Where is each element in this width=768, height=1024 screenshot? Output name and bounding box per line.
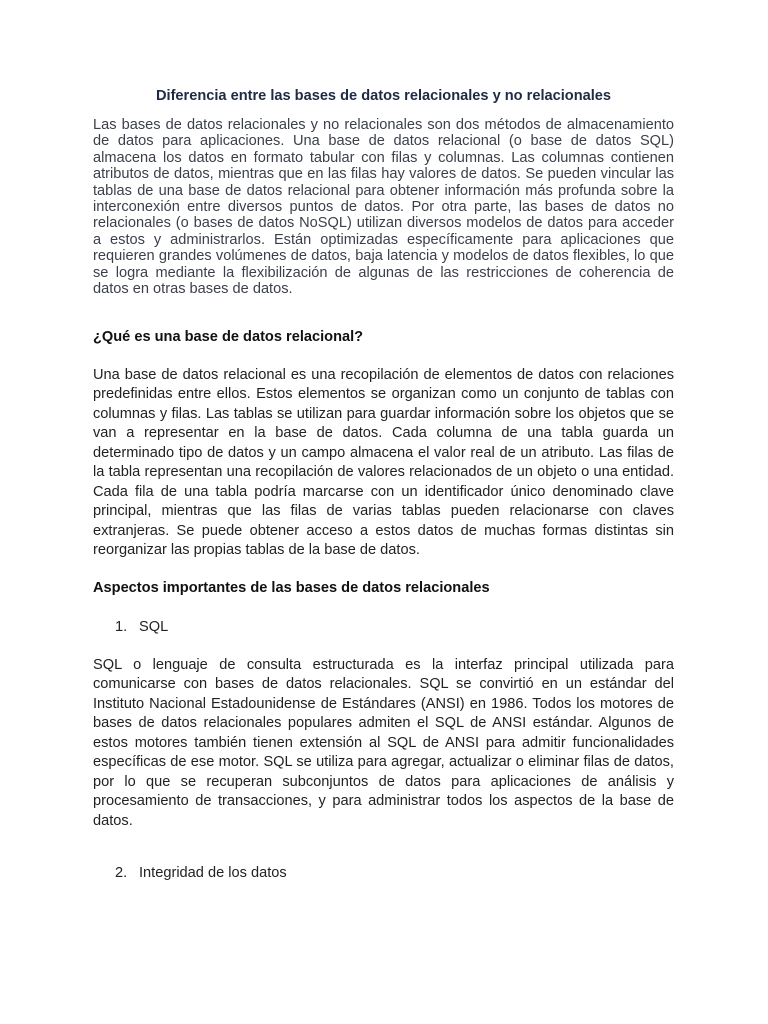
list-item-integridad (115, 863, 287, 883)
sql-paragraph: SQL o lenguaje de consulta estructurada es la interfaz principal utilizada para comunicarse con bases de datos relacionales. SQL se convirtió en un estándar del Instituto Nacional Estadounidense de Estándares (ANSI) en 1986. Todos los motores de bases de datos relacionales populares admiten el SQL de ANSI estándar. Algunos de estos motores también tienen extensión al SQL de ANSI para admitir funcionalidades específicas de ese motor. SQL se utiliza para agregar, actualizar o eliminar filas de datos, por lo que se recuperan subconjuntos de datos para aplicaciones de análisis y procesamiento de transacciones, y para administrar todos los aspectos de la base de datos. (93, 657, 674, 829)
list-item-sql (115, 617, 168, 637)
list-number: 2. (115, 865, 128, 881)
list-number: 1. (115, 619, 128, 635)
intro-paragraph: Las bases de datos relacionales y no relacionales son dos métodos de almacenamiento de datos para aplicaciones. Una base de datos relacional (o base de datos SQL) almacena los datos en formato tabular con filas y columnas. Las columnas contienen atributos de datos, mientras que en las filas hay valores de datos. Se pueden vincular las tablas de una base de datos relacional para obtener información más profunda sobre la interconexión entre diversos puntos de datos. Por otra parte, las bases de datos no relacionales (o bases de datos NoSQL) utilizan diversos modelos de datos para acceder a estos y administrarlos. Están optimizadas específicamente para aplicaciones que requieren grandes volúmenes de datos, baja latencia y modelos de datos flexibles, lo que se logra mediante la flexibilización de algunas de las restricciones de coherencia de datos en otras bases de datos. (93, 117, 674, 298)
section-heading-relacional: ¿Qué es una base de datos relacional? (93, 329, 364, 345)
section-heading-aspectos: Aspectos importantes de las bases de datos relacionales (93, 580, 490, 596)
relacional-paragraph: Una base de datos relacional es una recopilación de elementos de datos con relaciones predefinidas entre ellos. Estos elementos se organizan como un conjunto de tablas con columnas y filas. Las tablas se utilizan para guardar información sobre los objetos que se van a representar en la base de datos. Cada columna de una tabla guarda un determinado tipo de datos y un campo almacena el valor real de un atributo. Las filas de la tabla representan una recopilación de valores relacionados de un objeto o una entidad. Cada fila de una tabla podría marcarse con un identificador único denominado clave principal, mientras que las filas de varias tablas pueden relacionarse con claves extranjeras. Se puede obtener acceso a estos datos de muchas formas distintas sin reorganizar las propias tablas de la base de datos. (93, 367, 674, 559)
document-title: Diferencia entre las bases de datos relacionales y no relacionales (155, 88, 612, 104)
list-item-label: Integridad de los datos (139, 865, 287, 881)
list-item-label: SQL (139, 619, 169, 635)
